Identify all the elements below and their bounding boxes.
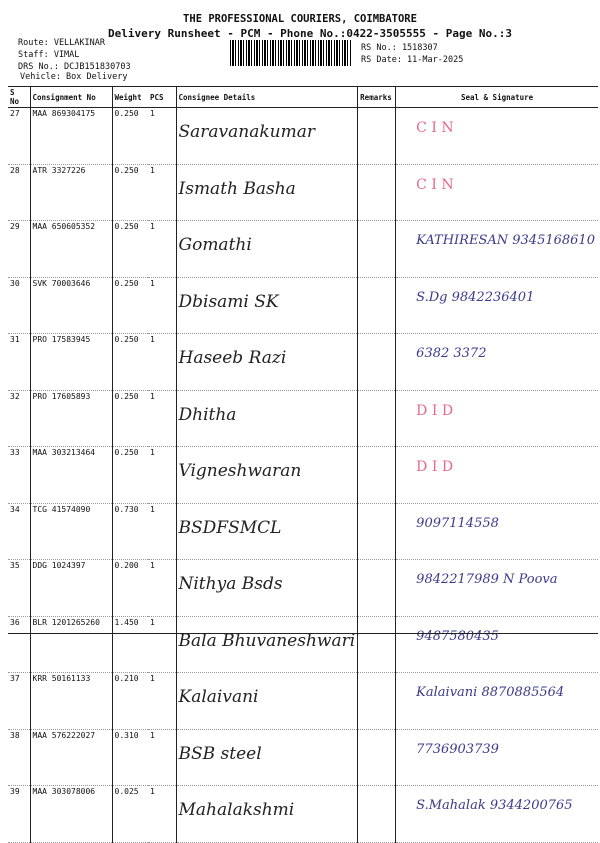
row-signature xyxy=(396,164,598,221)
table-row xyxy=(8,334,598,391)
col-signature-header: Seal & Signature xyxy=(396,87,598,108)
col-remarks-header: Remarks xyxy=(358,87,396,108)
row-consignee xyxy=(176,616,358,673)
route-label: Route: VELLAKINAR xyxy=(18,38,105,48)
row-consignment-no xyxy=(30,334,112,391)
row-remarks xyxy=(358,164,396,221)
col-consignee-header: Consignee Details xyxy=(176,87,358,108)
handwritten-consignee-name: BSB steel xyxy=(178,743,262,764)
row-pcs xyxy=(148,673,176,730)
row-consignment-no xyxy=(30,108,112,165)
row-pcs-text: 1 xyxy=(150,109,155,118)
table-row xyxy=(8,277,598,334)
table-row xyxy=(8,786,598,843)
row-sno xyxy=(8,277,30,334)
row-weight xyxy=(112,786,148,843)
row-pcs xyxy=(148,560,176,617)
row-weight-text: 0.250 xyxy=(114,165,139,175)
table-row xyxy=(8,729,598,786)
handwritten-consignee-name: Ismath Basha xyxy=(178,178,296,199)
row-sno xyxy=(8,108,30,165)
row-consignment-no-text: PRO 17605893 xyxy=(32,391,91,401)
row-remarks xyxy=(358,503,396,560)
drs-number: DRS No.: DCJB151830703 xyxy=(18,62,131,72)
row-remarks xyxy=(358,108,396,165)
row-sno xyxy=(8,729,30,786)
row-consignee xyxy=(176,334,358,391)
row-weight-text: 1.450 xyxy=(114,617,139,627)
row-signature xyxy=(396,447,598,504)
row-sno-text: 38 xyxy=(10,730,20,740)
row-pcs-text: 1 xyxy=(150,278,155,288)
row-pcs-text: 1 xyxy=(150,448,155,457)
row-pcs-text: 1 xyxy=(150,787,155,796)
row-sno xyxy=(8,503,30,560)
col-sno-header: S No xyxy=(8,87,30,108)
row-remarks xyxy=(358,221,396,278)
row-sno xyxy=(8,560,30,617)
row-sno-text: 39 xyxy=(10,787,20,796)
row-consignment-no-text: MAA 650605352 xyxy=(32,222,96,231)
table-row xyxy=(8,673,598,730)
row-pcs xyxy=(148,503,176,560)
row-sno xyxy=(8,673,30,730)
row-weight-text: 0.250 xyxy=(114,109,139,118)
handwritten-signature: 9842217989 N Poova xyxy=(416,572,558,587)
table-header-row xyxy=(8,87,598,108)
table-row xyxy=(8,108,598,165)
table-row xyxy=(8,447,598,504)
row-weight-text: 0.250 xyxy=(114,391,139,401)
row-weight-text: 0.250 xyxy=(114,222,139,231)
row-pcs-text: 1 xyxy=(150,391,155,401)
row-signature xyxy=(396,673,598,730)
row-consignment-no-text: ATR 3327226 xyxy=(32,165,86,175)
row-consignment-no xyxy=(30,277,112,334)
row-consignment-no-text: DDG 1024397 xyxy=(32,561,86,570)
row-sno-text: 27 xyxy=(10,109,20,118)
row-sno xyxy=(8,616,30,673)
row-signature xyxy=(396,560,598,617)
rs-date: RS Date: 11-Mar-2025 xyxy=(361,55,464,65)
handwritten-consignee-name: Dhitha xyxy=(178,404,237,425)
row-signature xyxy=(396,390,598,447)
col-pcs-header: PCS xyxy=(148,87,176,108)
row-weight xyxy=(112,390,148,447)
handwritten-signature: D I D xyxy=(416,459,454,475)
table-row xyxy=(8,616,598,673)
row-weight xyxy=(112,108,148,165)
row-remarks xyxy=(358,334,396,391)
row-consignment-no-text: MAA 303078006 xyxy=(32,787,96,796)
row-pcs-text: 1 xyxy=(150,617,155,627)
row-consignment-no xyxy=(30,447,112,504)
handwritten-consignee-name: Saravanakumar xyxy=(178,122,315,142)
row-weight-text: 0.210 xyxy=(114,674,139,683)
staff-label: Staff: VIMAL xyxy=(18,50,80,60)
table-row xyxy=(8,503,598,560)
handwritten-signature: 6382 3372 xyxy=(416,346,487,361)
handwritten-signature: KATHIRESAN 9345168610 xyxy=(416,233,595,248)
row-sno-text: 32 xyxy=(10,391,20,401)
row-weight xyxy=(112,447,148,504)
row-sno xyxy=(8,786,30,843)
row-pcs-text: 1 xyxy=(150,730,155,740)
row-pcs xyxy=(148,334,176,391)
row-pcs-text: 1 xyxy=(150,335,155,344)
row-remarks xyxy=(358,673,396,730)
row-sno-text: 31 xyxy=(10,335,20,344)
row-consignee xyxy=(176,786,358,843)
handwritten-consignee-name: Vigneshwaran xyxy=(178,461,302,481)
row-pcs-text: 1 xyxy=(150,674,155,683)
row-consignment-no-text: KRR 50161133 xyxy=(32,674,91,683)
row-consignee xyxy=(176,164,358,221)
row-consignment-no xyxy=(30,390,112,447)
runsheet-table xyxy=(8,86,598,843)
table-row xyxy=(8,164,598,221)
handwritten-consignee-name: Mahalakshmi xyxy=(178,800,295,820)
row-sno-text: 30 xyxy=(10,278,20,288)
row-sno xyxy=(8,221,30,278)
row-weight xyxy=(112,334,148,391)
row-pcs xyxy=(148,221,176,278)
row-consignment-no-text: TCG 41574090 xyxy=(32,504,91,514)
row-remarks xyxy=(358,616,396,673)
row-pcs xyxy=(148,447,176,504)
row-consignee xyxy=(176,503,358,560)
handwritten-signature: C I N xyxy=(416,120,454,136)
row-sno-text: 28 xyxy=(10,165,20,175)
row-consignee xyxy=(176,447,358,504)
row-consignment-no xyxy=(30,503,112,560)
row-consignment-no-text: MAA 303213464 xyxy=(32,448,96,457)
company-title: THE PROFESSIONAL COURIERS, COIMBATORE xyxy=(183,13,417,25)
row-consignee xyxy=(176,560,358,617)
row-weight xyxy=(112,560,148,617)
row-weight-text: 0.310 xyxy=(114,730,139,740)
row-sno-text: 37 xyxy=(10,674,20,683)
row-consignment-no-text: SVK 70003646 xyxy=(32,278,91,288)
col-consignment-header: Consignment No xyxy=(30,87,112,108)
row-weight xyxy=(112,673,148,730)
handwritten-signature: S.Mahalak 9344200765 xyxy=(416,798,573,813)
row-pcs xyxy=(148,108,176,165)
row-sno-text: 33 xyxy=(10,448,20,457)
handwritten-consignee-name: Bala Bhuvaneshwari xyxy=(178,630,356,651)
row-pcs-text: 1 xyxy=(150,165,155,175)
row-signature xyxy=(396,334,598,391)
row-weight xyxy=(112,616,148,673)
row-sno xyxy=(8,334,30,391)
handwritten-signature: S.Dg 9842236401 xyxy=(416,289,535,305)
handwritten-consignee-name: Kalaivani xyxy=(178,687,259,707)
handwritten-signature: C I N xyxy=(416,176,454,193)
row-consignment-no xyxy=(30,221,112,278)
vehicle-label: Vehicle: Box Delivery xyxy=(20,72,128,82)
row-consignee xyxy=(176,108,358,165)
row-consignee xyxy=(176,673,358,730)
row-signature xyxy=(396,221,598,278)
row-consignee xyxy=(176,277,358,334)
handwritten-consignee-name: Haseeb Razi xyxy=(178,348,287,368)
handwritten-consignee-name: Dbisami SK xyxy=(178,291,279,312)
row-sno-text: 36 xyxy=(10,617,20,627)
row-weight-text: 0.200 xyxy=(114,561,139,570)
row-consignment-no xyxy=(30,673,112,730)
row-pcs-text: 1 xyxy=(150,222,155,231)
row-consignment-no-text: MAA 576222027 xyxy=(32,730,96,740)
table-bottom-border xyxy=(8,633,598,634)
row-weight xyxy=(112,503,148,560)
row-consignment-no xyxy=(30,164,112,221)
row-weight-text: 0.025 xyxy=(114,787,139,796)
row-consignee xyxy=(176,221,358,278)
row-pcs xyxy=(148,729,176,786)
handwritten-signature: D I D xyxy=(416,402,454,419)
table-row xyxy=(8,221,598,278)
row-weight-text: 0.250 xyxy=(114,448,139,457)
table-row xyxy=(8,560,598,617)
row-consignment-no-text: BLR 1201265260 xyxy=(32,617,100,627)
row-sno-text: 34 xyxy=(10,504,20,514)
row-signature xyxy=(396,503,598,560)
row-pcs xyxy=(148,390,176,447)
row-signature xyxy=(396,729,598,786)
row-pcs-text: 1 xyxy=(150,561,155,570)
row-consignment-no xyxy=(30,616,112,673)
row-weight-text: 0.730 xyxy=(114,504,139,514)
row-consignment-no-text: PRO 17583945 xyxy=(32,335,91,344)
row-remarks xyxy=(358,786,396,843)
row-consignee xyxy=(176,729,358,786)
row-sno xyxy=(8,164,30,221)
handwritten-signature: 9487580435 xyxy=(416,628,499,644)
row-sno-text: 35 xyxy=(10,561,20,570)
runsheet-subtitle: Delivery Runsheet - PCM - Phone No.:0422-3505555 - Page No.:3 xyxy=(108,27,512,40)
row-weight xyxy=(112,277,148,334)
row-weight xyxy=(112,221,148,278)
handwritten-signature: Kalaivani 8870885564 xyxy=(416,685,565,700)
row-consignee xyxy=(176,390,358,447)
handwritten-consignee-name: BSDFSMCL xyxy=(178,517,282,538)
handwritten-consignee-name: Gomathi xyxy=(178,235,252,255)
row-signature xyxy=(396,108,598,165)
row-pcs xyxy=(148,616,176,673)
row-pcs-text: 1 xyxy=(150,504,155,514)
row-remarks xyxy=(358,277,396,334)
row-remarks xyxy=(358,729,396,786)
row-weight xyxy=(112,164,148,221)
table-row xyxy=(8,390,598,447)
row-signature xyxy=(396,786,598,843)
row-weight-text: 0.250 xyxy=(114,335,139,344)
handwritten-signature: 9097114558 xyxy=(416,515,499,531)
row-sno xyxy=(8,447,30,504)
handwritten-consignee-name: Nithya Bsds xyxy=(178,574,283,594)
row-pcs xyxy=(148,786,176,843)
row-signature xyxy=(396,277,598,334)
row-signature xyxy=(396,616,598,673)
row-pcs xyxy=(148,164,176,221)
row-remarks xyxy=(358,390,396,447)
row-consignment-no xyxy=(30,786,112,843)
barcode-image xyxy=(230,40,352,66)
row-weight xyxy=(112,729,148,786)
row-remarks xyxy=(358,560,396,617)
row-weight-text: 0.250 xyxy=(114,278,139,288)
row-pcs xyxy=(148,277,176,334)
col-weight-header: Weight xyxy=(112,87,148,108)
row-consignment-no-text: MAA 869304175 xyxy=(32,109,96,118)
rs-number: RS No.: 1518307 xyxy=(361,43,438,53)
row-sno-text: 29 xyxy=(10,222,20,231)
handwritten-signature: 7736903739 xyxy=(416,741,499,757)
row-consignment-no xyxy=(30,560,112,617)
row-consignment-no xyxy=(30,729,112,786)
row-sno xyxy=(8,390,30,447)
row-remarks xyxy=(358,447,396,504)
